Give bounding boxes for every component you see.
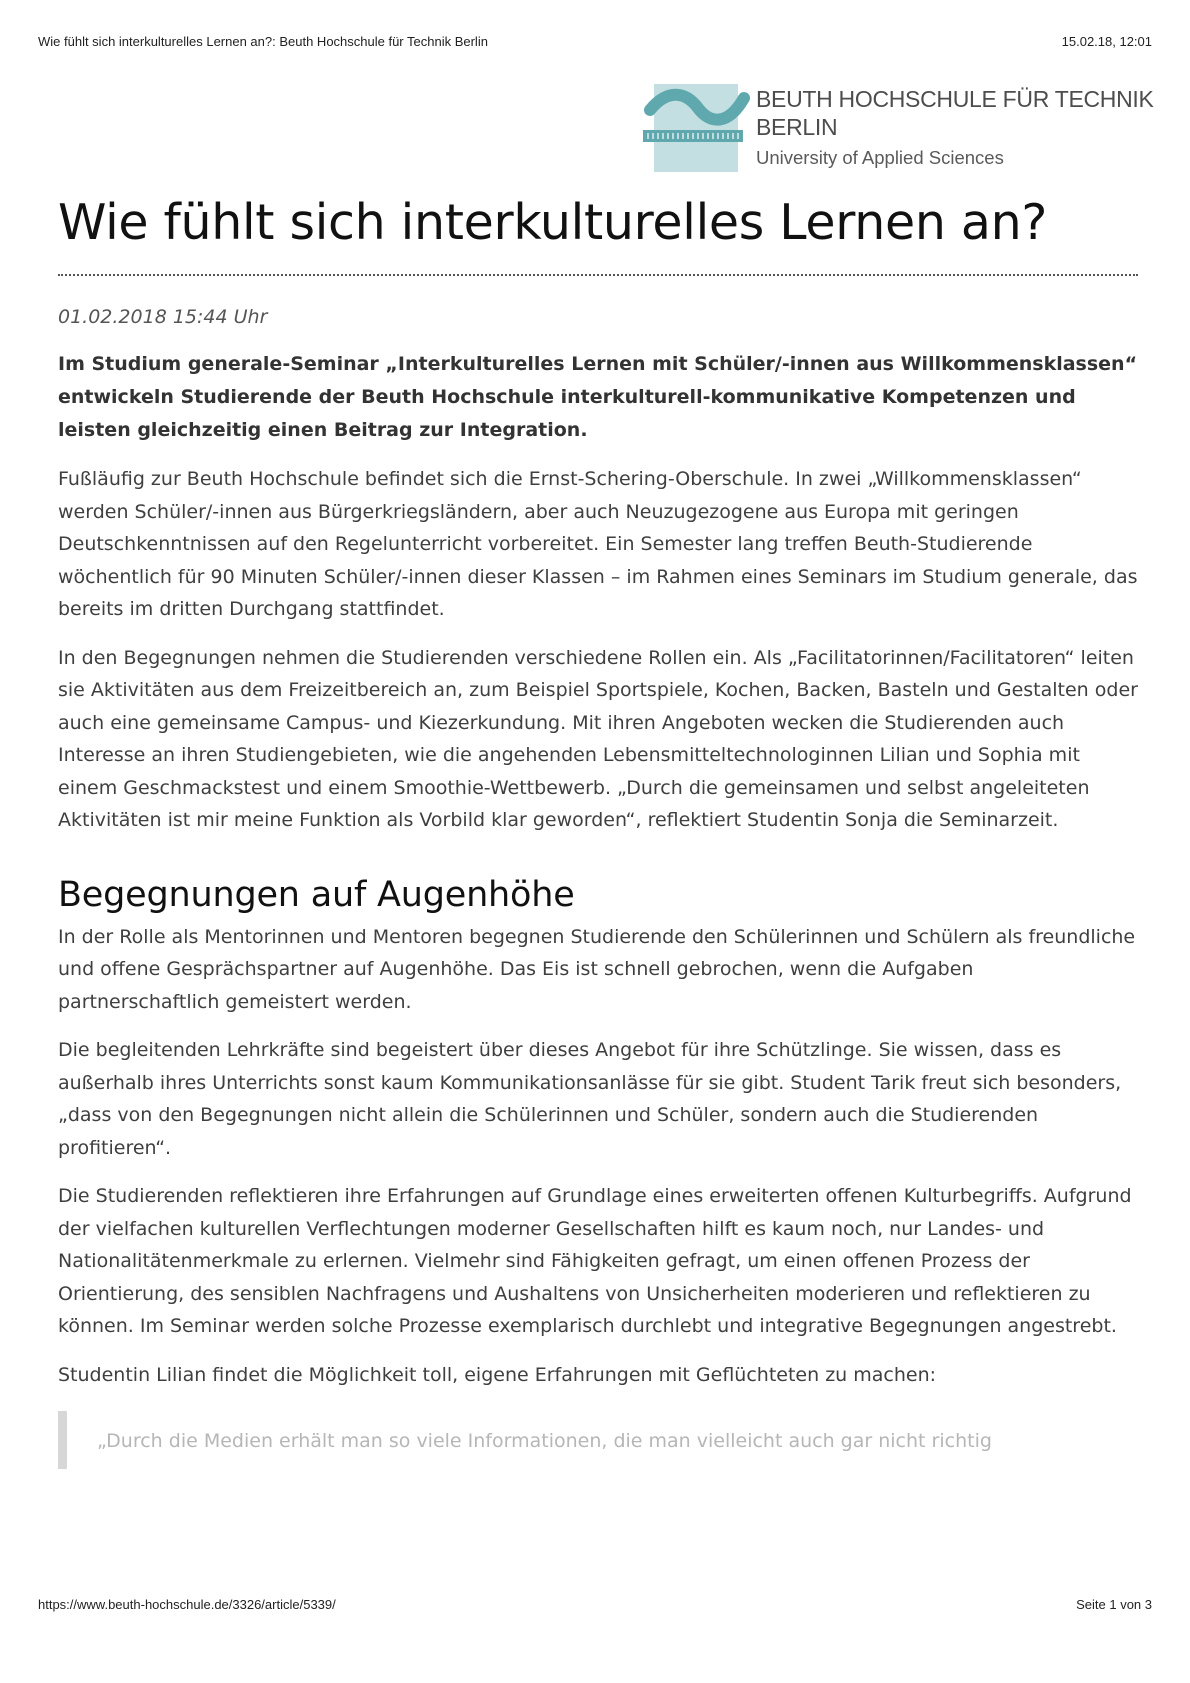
paragraph: In der Rolle als Mentorinnen und Mentoren begegnen Studierende den Schülerinnen und Schülern als freundliche und offene Gesprächspartner auf Augenhöhe. Das Eis ist schnell gebrochen, wenn die Aufgaben partnerschaftlich gemeistert werden. <box>58 925 1136 1013</box>
title-divider <box>58 274 1138 276</box>
university-logo[interactable] <box>640 84 1160 172</box>
paragraph: Fußläufig zur Beuth Hochschule befindet sich die Ernst-Schering-Oberschule. In zwei „Willkommensklassen“ werden Schüler/-innen aus Bürgerkriegsländern, aber auch Neuzugezogene aus Europa mit geringen Deutschkenntnissen auf den Regelunterricht vorbereitet. Ein Semester lang treffen Beuth-Studierende wöchentlich für 90 Minuten Schüler/-innen dieser Klassen – im Rahmen eines Seminars im Studium generale, das bereits im dritten Durchgang stattfindet. <box>58 468 1138 620</box>
article-title: Wie fühlt sich interkulturelles Lernen an? <box>58 194 1048 251</box>
print-header <box>38 34 1152 49</box>
logo-mark-icon <box>640 84 750 172</box>
logo-text <box>756 85 1160 171</box>
quote-block: „Durch die Medien erhält man so viele Informationen, die man vielleicht auch gar nicht richtig <box>58 1411 1138 1469</box>
print-datetime: 15.02.18, 12:01 <box>1061 34 1152 49</box>
logo-subtitle: University of Applied Sciences <box>756 147 1004 168</box>
paragraph: Die begleitenden Lehrkräfte sind begeistert über dieses Angebot für ihre Schützlinge. Sie wissen, dass es außerhalb ihres Unterrichts sonst kaum Kommunikationsanlässe für sie gibt. Student Tarik freut sich besonders, „dass von den Begegnungen nicht allein die Schülerinnen und Schüler, sondern auch die Studierenden profitieren“. <box>58 1039 1122 1159</box>
article <box>58 188 1138 1469</box>
paragraph: In den Begegnungen nehmen die Studierenden verschiedene Rollen ein. Als „Facilitatorinnen/Facilitatoren“ leiten sie Aktivitäten aus dem Freizeitbereich an, zum Beispiel Sportspiele, Kochen, Backen, Basteln und Gestalten oder auch eine gemeinsame Campus- und Kiezerkundung. Mit ihren Angeboten wecken die Studierenden auch Interesse an ihren Studiengebieten, wie die angehenden Lebensmitteltechnologinnen Lilian und Sophia mit einem Geschmackstest und einem Smoothie-Wettbewerb. „Durch die gemeinsamen und selbst angeleiteten Aktivitäten ist mir meine Funktion als Vorbild klar geworden“, reflektiert Studentin Sonja die Seminarzeit. <box>58 646 1138 831</box>
paragraph: Die Studierenden reflektieren ihre Erfahrungen auf Grundlage eines erweiterten offenen Kulturbegriffs. Aufgrund der vielfachen kulturellen Verflechtungen moderner Gesellschaften hilft es kaum noch, nur Landes- und Nationalitätenmerkmale zu erlernen. Vielmehr sind Fähigkeiten gefragt, um einen offenen Prozess der Orientierung, des sensiblen Nachfragens und Aushaltens von Unsicherheiten moderieren und reflektieren zu können. Im Seminar werden solche Prozesse exemplarisch durchlebt und integrative Begegnungen angestrebt. <box>58 1185 1132 1337</box>
print-footer <box>38 1597 1152 1612</box>
print-page-title: Wie fühlt sich interkulturelles Lernen an?: Beuth Hochschule für Technik Berlin <box>38 34 488 49</box>
page-url[interactable]: https://www.beuth-hochschule.de/3326/article/5339/ <box>38 1597 336 1612</box>
logo-name: BEUTH HOCHSCHULE FÜR TECHNIK BERLIN <box>756 86 1154 140</box>
section-heading: Begegnungen auf Augenhöhe <box>58 874 575 915</box>
article-lead: Im Studium generale-Seminar „Interkulturelles Lernen mit Schüler/-innen aus Willkommensklassen“ entwickeln Studierende der Beuth Hochschule interkulturell-kommunikative Kompetenzen und leisten gleichzeitig einen Beitrag zur Integration. <box>58 353 1138 441</box>
article-date: 01.02.2018 15:44 Uhr <box>58 306 268 328</box>
paragraph: Studentin Lilian findet die Möglichkeit toll, eigene Erfahrungen mit Geflüchteten zu machen: <box>58 1363 937 1386</box>
page-number: Seite 1 von 3 <box>1076 1597 1152 1612</box>
